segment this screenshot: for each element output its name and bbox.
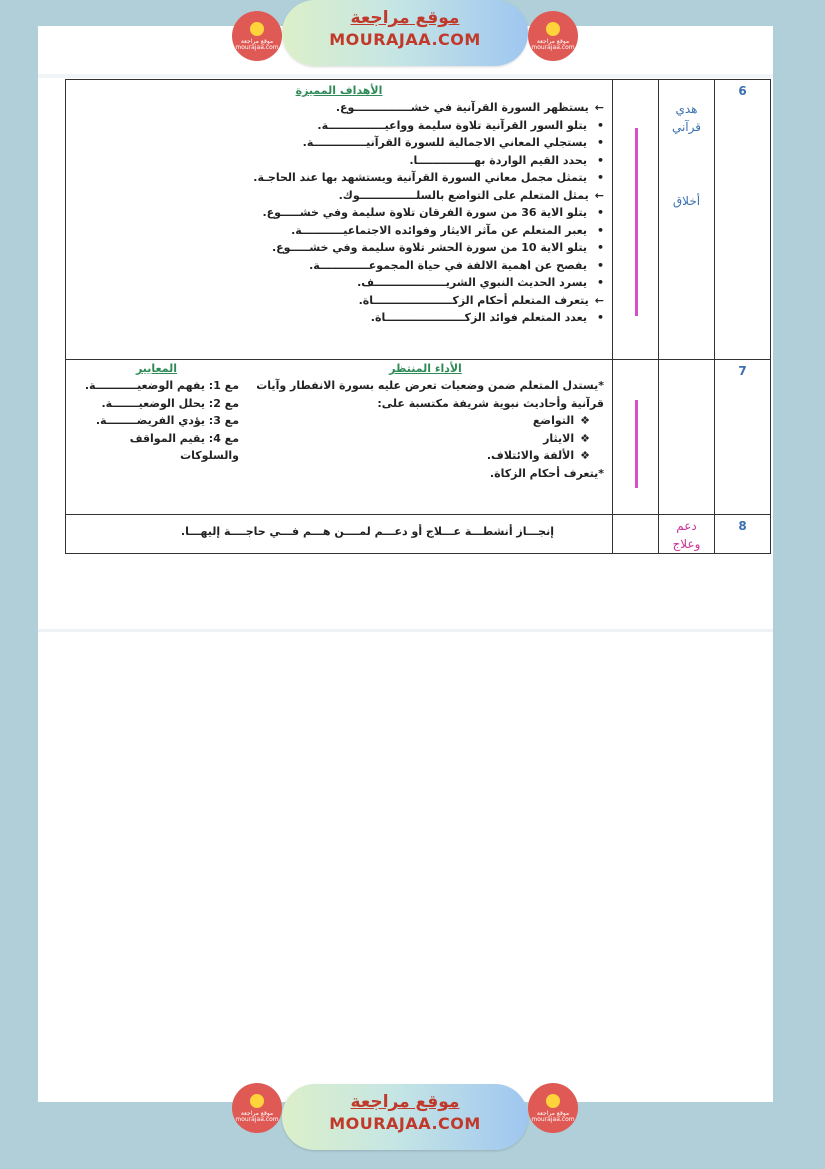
- domain-label: هدي قرآني: [671, 102, 702, 134]
- list-item: *يستدل المتعلم ضمن وضعيات تعرض عليه بسورة الانفطار وآيات: [256, 379, 604, 392]
- banner-arabic: موقع مراجعة: [350, 8, 460, 28]
- list-item: مع 3: يؤدي الفريضــــــــة.: [95, 414, 239, 427]
- criteria-list: [74, 377, 239, 465]
- row-number: 7: [715, 360, 771, 515]
- list-item: ← يستظهر السورة القرآنية في خشـــــــــــــــوع.: [74, 99, 604, 117]
- bar-cell: [613, 515, 659, 554]
- list-item: ❖ الألفة والائتلاف.: [247, 447, 604, 465]
- site-logo-icon[interactable]: موقع مراجعة mourajaa.com: [232, 11, 282, 61]
- site-banner-top[interactable]: [282, 0, 528, 66]
- list-item: • يسرد الحديث النبوي الشريـــــــــــــــــــف.: [74, 274, 604, 292]
- table-row: [66, 515, 771, 554]
- list-item: • يستجلي المعاني الاجمالية للسورة القرآنيــــــــــــــة.: [74, 134, 604, 152]
- list-item: والسلوكات: [180, 449, 239, 462]
- list-item: • يتلو الاية 36 من سورة الفرقان تلاوة سليمة وفي خشـــــوع.: [74, 204, 604, 222]
- site-logo-icon[interactable]: موقع مراجعة mourajaa.com: [528, 11, 578, 61]
- list-item: • يتلو السور القرآنية تلاوة سليمة وواعيـــــــــــــــة.: [74, 117, 604, 135]
- lesson-plan-table: [65, 79, 771, 554]
- table-row: [66, 360, 771, 515]
- domain-cell: [659, 515, 715, 554]
- list-item: • يحدد القيم الواردة بهـــــــــــــــا.: [74, 152, 604, 170]
- objectives-heading: الأهداف المميزة: [295, 84, 383, 97]
- row-number: 8: [715, 515, 771, 554]
- list-item: ← يتعرف المتعلم أحكام الزكـــــــــــــــــــــاة.: [74, 292, 604, 310]
- site-logo-icon[interactable]: موقع مراجعة mourajaa.com: [232, 1083, 282, 1133]
- list-item: • يعبر المتعلم عن مآثر الايثار وفوائده الاجتماعيـــــــــــة.: [74, 222, 604, 240]
- table-row: [66, 80, 771, 360]
- bar-cell: [613, 80, 659, 360]
- site-banner-bottom[interactable]: [282, 1084, 528, 1150]
- remediation-text: إنجـــاز أنشطـــة عـــلاج أو دعـــم لمــــن هـــم فـــي حاجــــة إليهـــا.: [180, 525, 554, 538]
- list-item: قرآنية وأحاديث نبوية شريفة مكتسبة على:: [377, 396, 604, 410]
- list-item: • يتلو الاية 10 من سورة الحشر تلاوة سليمة وفي خشـــــوع.: [74, 239, 604, 257]
- list-item: ❖ الايثار: [247, 430, 604, 448]
- domain-label: أخلاق: [672, 194, 701, 208]
- list-item: مع 2: يحلل الوضعيـــــــة.: [101, 396, 239, 410]
- banner-english: MOURAJAA.COM: [329, 30, 481, 49]
- objectives-cell: [66, 80, 613, 360]
- list-item: • يفصح عن اهمية الالفة في حياة المجموعـــــــــــــة.: [74, 257, 604, 275]
- vertical-bar: [635, 128, 638, 316]
- top-band: [38, 74, 773, 78]
- list-item: ← يمثل المتعلم على التواضع بالسلـــــــــــــــوك.: [74, 187, 604, 205]
- list-item: مع 4: يقيم المواقف: [129, 431, 239, 445]
- banner-arabic: موقع مراجعة: [350, 1092, 460, 1112]
- performance-list: [247, 377, 604, 482]
- objectives-list: [74, 99, 604, 327]
- performance-heading: الأداء المنتظر: [389, 362, 462, 375]
- domain-label: دعم وعلاج: [672, 519, 701, 551]
- domain-cell: [659, 80, 715, 360]
- performance-cell: [66, 360, 613, 515]
- list-item: • يتمثل مجمل معاني السورة القرآنية ويستشهد بها عند الحاجـة.: [74, 169, 604, 187]
- remediation-cell: [66, 515, 613, 554]
- row-number: 6: [715, 80, 771, 360]
- criteria-heading: المعايير: [135, 362, 178, 375]
- bar-cell: [613, 360, 659, 515]
- list-item: مع 1: يفهم الوضعيـــــــــــة.: [84, 379, 239, 392]
- page-separator: [38, 629, 773, 632]
- list-item: • يعدد المتعلم فوائد الزكـــــــــــــــــــــاة.: [74, 309, 604, 327]
- site-logo-icon[interactable]: موقع مراجعة mourajaa.com: [528, 1083, 578, 1133]
- list-item: ❖ التواضع: [247, 412, 604, 430]
- domain-cell: [659, 360, 715, 515]
- vertical-bar: [635, 400, 638, 488]
- banner-english: MOURAJAA.COM: [329, 1114, 481, 1133]
- list-item: *يتعرف أحكام الزكاة.: [489, 466, 604, 480]
